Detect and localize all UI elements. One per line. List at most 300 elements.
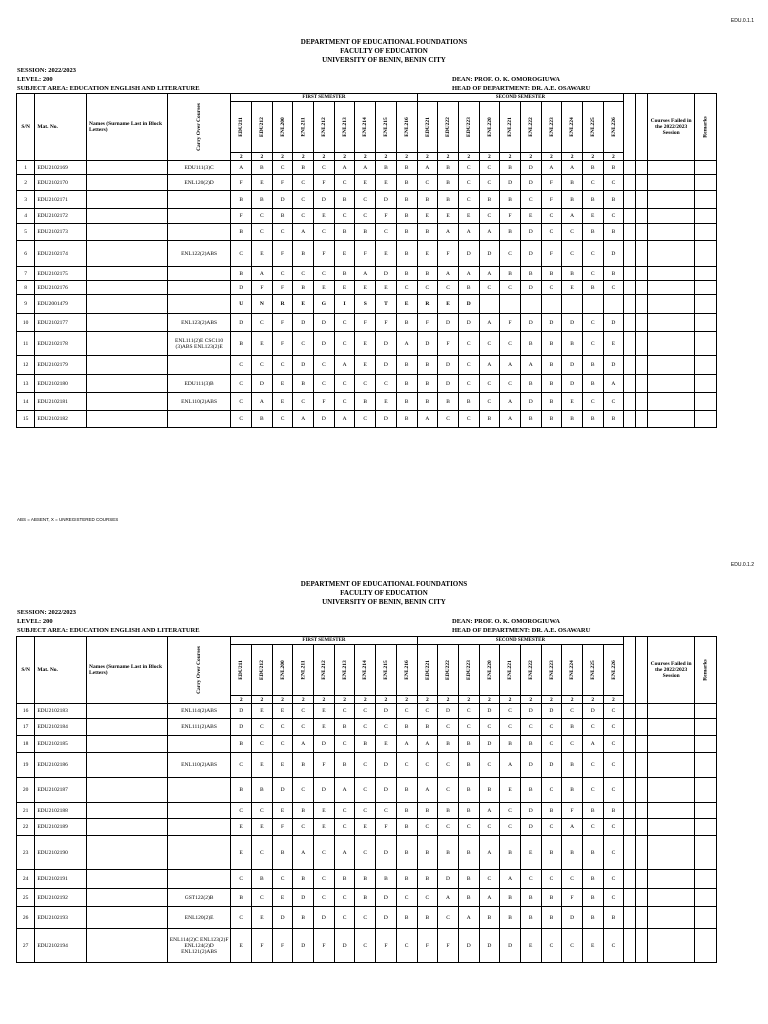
- course-code: EDU212: [258, 117, 265, 137]
- course-code-header: [252, 645, 273, 696]
- remarks: [695, 889, 717, 907]
- grade-cell: E: [417, 209, 438, 224]
- grade-cell: B: [396, 191, 417, 209]
- grade-cell: B: [603, 224, 624, 241]
- course-code: EDU223: [465, 660, 472, 680]
- grade-cell: A: [396, 736, 417, 753]
- grade-cell: C: [272, 411, 293, 428]
- remarks: [695, 819, 717, 836]
- grade-cell: D: [458, 241, 479, 267]
- course-code: ENL215: [382, 660, 389, 680]
- grade-cell: B: [562, 332, 583, 356]
- grade-cell: C: [252, 314, 273, 332]
- grade-cell: E: [458, 209, 479, 224]
- grade-cell: C: [458, 175, 479, 191]
- course-code-header: [438, 645, 459, 696]
- grade-cell: C: [293, 704, 314, 719]
- grade-cell: C: [293, 778, 314, 803]
- grade-cell: C: [334, 314, 355, 332]
- grade-cell: C: [314, 356, 335, 375]
- grade-cell: C: [582, 332, 603, 356]
- grade-cell: F: [376, 819, 397, 836]
- grade-cell: F: [417, 314, 438, 332]
- grade-cell: D: [541, 704, 562, 719]
- student-name: [87, 375, 168, 393]
- grade-cell: F: [231, 175, 252, 191]
- credit-unit: 2: [376, 153, 397, 161]
- grade-cell: D: [272, 778, 293, 803]
- total-credits-failed: [636, 332, 648, 356]
- grade-cell: B: [252, 191, 273, 209]
- grade-cell: B: [582, 870, 603, 889]
- grade-cell: C: [355, 209, 376, 224]
- total-credit-earned: [624, 929, 636, 963]
- grade-cell: B: [231, 267, 252, 281]
- course-code: ENL211: [300, 117, 307, 137]
- carry-over-courses: [167, 267, 231, 281]
- grade-cell: B: [396, 161, 417, 175]
- grade-cell: B: [396, 411, 417, 428]
- serial-number: 11: [17, 332, 35, 356]
- grade-cell: C: [562, 870, 583, 889]
- total-credit-earned: [624, 736, 636, 753]
- grade-cell: C: [603, 736, 624, 753]
- total-credit-earned: [624, 889, 636, 907]
- grade-cell: C: [541, 736, 562, 753]
- grade-cell: B: [458, 889, 479, 907]
- table-row: [17, 241, 717, 267]
- matric-number: EDU2102172: [35, 209, 87, 224]
- grade-cell: A: [479, 356, 500, 375]
- grade-cell: A: [520, 356, 541, 375]
- credit-unit: 2: [334, 153, 355, 161]
- serial-number: 6: [17, 241, 35, 267]
- grade-cell: B: [293, 375, 314, 393]
- matric-number: EDU2102176: [35, 281, 87, 295]
- grade-cell: C: [417, 281, 438, 295]
- remarks: [695, 281, 717, 295]
- credit-unit: 2: [314, 696, 335, 704]
- carry-over-courses: EDU111(3)C: [167, 161, 231, 175]
- grade-cell: D: [376, 191, 397, 209]
- courses-failed: [647, 778, 694, 803]
- courses-failed-header: Courses Failed in the 2022/2023 Session: [647, 637, 694, 704]
- grade-cell: D: [376, 836, 397, 870]
- grade-cell: C: [479, 719, 500, 736]
- grade-cell: C: [603, 719, 624, 736]
- grade-cell: E: [252, 332, 273, 356]
- grade-cell: [500, 295, 521, 314]
- grade-cell: B: [500, 907, 521, 929]
- grade-cell: B: [293, 753, 314, 778]
- credit-unit: 2: [438, 153, 459, 161]
- carry-over-courses: [167, 870, 231, 889]
- grade-cell: A: [438, 889, 459, 907]
- table-row: [17, 356, 717, 375]
- student-name: [87, 803, 168, 819]
- total-credit-earned: [624, 753, 636, 778]
- table-row: [17, 704, 717, 719]
- total-credits-failed: [636, 375, 648, 393]
- course-code-header: [417, 102, 438, 153]
- grade-cell: D: [520, 175, 541, 191]
- course-code-header: [417, 645, 438, 696]
- grade-cell: C: [479, 209, 500, 224]
- grade-cell: C: [458, 356, 479, 375]
- grade-cell: C: [355, 375, 376, 393]
- grade-cell: A: [479, 803, 500, 819]
- grade-cell: B: [520, 778, 541, 803]
- grade-cell: A: [252, 393, 273, 411]
- student-name: [87, 870, 168, 889]
- course-code-header: [334, 102, 355, 153]
- carry-over-courses: [167, 803, 231, 819]
- grade-cell: C: [541, 224, 562, 241]
- grade-cell: C: [500, 241, 521, 267]
- grade-cell: B: [582, 889, 603, 907]
- grade-cell: C: [562, 736, 583, 753]
- grade-cell: B: [293, 281, 314, 295]
- remarks: [695, 719, 717, 736]
- table-row: [17, 778, 717, 803]
- grade-cell: C: [582, 819, 603, 836]
- page-code: EDU.0.1.1: [730, 18, 754, 24]
- grade-cell: C: [479, 175, 500, 191]
- grade-cell: A: [479, 836, 500, 870]
- serial-number: 26: [17, 907, 35, 929]
- grade-cell: C: [231, 870, 252, 889]
- grade-cell: B: [396, 356, 417, 375]
- grade-cell: C: [479, 753, 500, 778]
- grade-cell: D: [562, 907, 583, 929]
- faculty-title: FACULTY OF EDUCATION: [340, 47, 428, 55]
- course-code-header: [252, 102, 273, 153]
- grade-cell: B: [438, 736, 459, 753]
- grade-cell: B: [582, 191, 603, 209]
- grade-cell: D: [458, 314, 479, 332]
- grade-cell: B: [438, 836, 459, 870]
- level-label: LEVEL: 200: [17, 76, 53, 83]
- grade-cell: C: [272, 161, 293, 175]
- credit-unit: 2: [231, 696, 252, 704]
- grade-cell: C: [334, 803, 355, 819]
- total-credit-earned: [624, 295, 636, 314]
- table-row: [17, 411, 717, 428]
- grade-cell: B: [541, 411, 562, 428]
- grade-cell: E: [355, 175, 376, 191]
- grade-cell: E: [520, 836, 541, 870]
- course-code-header: [314, 645, 335, 696]
- grade-cell: D: [376, 778, 397, 803]
- matric-number: EDU2001479: [35, 295, 87, 314]
- courses-failed: [647, 281, 694, 295]
- grade-cell: F: [272, 819, 293, 836]
- remarks: [695, 836, 717, 870]
- grade-cell: B: [541, 803, 562, 819]
- courses-failed: [647, 241, 694, 267]
- grade-cell: B: [272, 209, 293, 224]
- grade-cell: E: [272, 803, 293, 819]
- total-credit-earned: [624, 803, 636, 819]
- grade-cell: A: [355, 161, 376, 175]
- grade-cell: F: [272, 175, 293, 191]
- grade-cell: D: [603, 241, 624, 267]
- grade-cell: B: [396, 375, 417, 393]
- grade-cell: C: [376, 224, 397, 241]
- course-code: ENL211: [300, 660, 307, 680]
- serial-number: 18: [17, 736, 35, 753]
- carry-over-courses: [167, 356, 231, 375]
- grade-cell: E: [272, 704, 293, 719]
- legend-note: ABS = ABSENT, X = UNREGISTERED COURSES: [17, 517, 119, 522]
- grade-cell: E: [520, 209, 541, 224]
- carry-over-courses: [167, 736, 231, 753]
- student-name: [87, 175, 168, 191]
- grade-cell: C: [376, 375, 397, 393]
- grade-cell: E: [438, 209, 459, 224]
- serial-number: 21: [17, 803, 35, 819]
- course-code-header: [438, 102, 459, 153]
- remarks: [695, 736, 717, 753]
- grade-cell: C: [582, 719, 603, 736]
- course-code-header: [376, 102, 397, 153]
- matric-number: EDU2102182: [35, 411, 87, 428]
- grade-cell: B: [562, 411, 583, 428]
- grade-cell: B: [458, 393, 479, 411]
- grade-cell: B: [603, 267, 624, 281]
- courses-failed: [647, 753, 694, 778]
- matric-number: EDU2102175: [35, 267, 87, 281]
- matric-number: EDU2102187: [35, 778, 87, 803]
- second-semester-header: SECOND SEMESTER: [417, 94, 624, 102]
- grade-cell: B: [231, 889, 252, 907]
- grade-cell: C: [272, 736, 293, 753]
- course-code: ENL223: [548, 660, 555, 680]
- grade-cell: D: [520, 241, 541, 267]
- credit-unit: 2: [396, 153, 417, 161]
- grade-cell: B: [417, 375, 438, 393]
- student-name: [87, 332, 168, 356]
- grade-cell: C: [396, 753, 417, 778]
- total-credits-failed: [636, 836, 648, 870]
- grade-cell: D: [376, 267, 397, 281]
- grade-cell: F: [376, 209, 397, 224]
- grade-cell: E: [314, 704, 335, 719]
- grade-cell: F: [314, 175, 335, 191]
- carry-over-courses: [167, 778, 231, 803]
- grade-cell: D: [272, 191, 293, 209]
- mat-no-header: Mat. No.: [35, 94, 87, 161]
- grade-cell: A: [438, 267, 459, 281]
- grade-cell: B: [438, 393, 459, 411]
- grade-cell: A: [334, 778, 355, 803]
- grade-cell: E: [314, 819, 335, 836]
- course-code-header: [272, 102, 293, 153]
- grade-cell: D: [314, 907, 335, 929]
- course-code: ENL225: [589, 117, 596, 137]
- courses-failed: [647, 191, 694, 209]
- grade-cell: E: [376, 281, 397, 295]
- courses-failed: [647, 836, 694, 870]
- grade-cell: F: [438, 332, 459, 356]
- course-code: ENL226: [610, 117, 617, 137]
- grade-cell: C: [541, 719, 562, 736]
- grade-cell: F: [314, 929, 335, 963]
- student-name: [87, 314, 168, 332]
- course-code-header: [500, 102, 521, 153]
- grade-cell: B: [520, 332, 541, 356]
- grade-cell: C: [355, 191, 376, 209]
- grade-cell: D: [314, 332, 335, 356]
- grade-cell: E: [272, 753, 293, 778]
- total-credit-earned: [624, 224, 636, 241]
- serial-number: 9: [17, 295, 35, 314]
- grade-cell: B: [293, 241, 314, 267]
- grade-cell: D: [479, 241, 500, 267]
- course-code: ENL214: [362, 660, 369, 680]
- grade-cell: B: [396, 836, 417, 870]
- grade-cell: B: [541, 332, 562, 356]
- course-code-header: [479, 645, 500, 696]
- course-code: ENL221: [507, 660, 514, 680]
- grade-cell: D: [603, 314, 624, 332]
- grade-cell: [520, 295, 541, 314]
- course-code: EDU211: [238, 660, 245, 680]
- grade-cell: C: [355, 803, 376, 819]
- grade-cell: E: [376, 175, 397, 191]
- grade-cell: B: [603, 907, 624, 929]
- grade-cell: A: [603, 375, 624, 393]
- matric-number: EDU2102179: [35, 356, 87, 375]
- grade-cell: D: [520, 161, 541, 175]
- grade-cell: B: [417, 719, 438, 736]
- total-credits-failed: [636, 224, 648, 241]
- student-name: [87, 267, 168, 281]
- grade-cell: A: [355, 267, 376, 281]
- first-semester-header: FIRST SEMESTER: [231, 94, 417, 102]
- credit-unit: 2: [582, 696, 603, 704]
- grade-cell: N: [252, 295, 273, 314]
- grade-cell: B: [396, 241, 417, 267]
- grade-cell: [582, 295, 603, 314]
- credit-unit: 2: [520, 153, 541, 161]
- courses-failed: [647, 161, 694, 175]
- courses-failed: [647, 889, 694, 907]
- remarks: [695, 393, 717, 411]
- grade-cell: F: [500, 314, 521, 332]
- grade-cell: E: [272, 375, 293, 393]
- grade-cell: F: [541, 241, 562, 267]
- table-row: [17, 907, 717, 929]
- total-credits-failed: [636, 753, 648, 778]
- grade-cell: C: [479, 281, 500, 295]
- grade-cell: B: [541, 267, 562, 281]
- grade-cell: B: [355, 736, 376, 753]
- total-credit-earned: [624, 191, 636, 209]
- course-code: ENL224: [569, 117, 576, 137]
- course-code-header: [541, 102, 562, 153]
- credit-unit: 2: [252, 696, 273, 704]
- total-credits-failed: [636, 295, 648, 314]
- grade-cell: C: [458, 719, 479, 736]
- carry-over-courses: ENL110(2)ABS: [167, 753, 231, 778]
- credit-unit: 2: [520, 696, 541, 704]
- grade-cell: U: [231, 295, 252, 314]
- grade-cell: B: [562, 753, 583, 778]
- grade-cell: E: [582, 209, 603, 224]
- grade-cell: C: [562, 224, 583, 241]
- course-code-header: [458, 645, 479, 696]
- grade-cell: C: [355, 778, 376, 803]
- grade-cell: B: [541, 393, 562, 411]
- grade-cell: B: [231, 736, 252, 753]
- level-label: LEVEL: 200: [17, 618, 53, 625]
- grade-cell: C: [541, 819, 562, 836]
- grade-cell: E: [272, 393, 293, 411]
- grade-cell: A: [500, 870, 521, 889]
- matric-number: EDU2102171: [35, 191, 87, 209]
- grade-cell: D: [272, 907, 293, 929]
- course-code: ENL213: [341, 117, 348, 137]
- carry-over-courses: EDU111(3)B: [167, 375, 231, 393]
- courses-failed: [647, 870, 694, 889]
- grade-cell: B: [479, 191, 500, 209]
- grade-cell: B: [582, 375, 603, 393]
- student-name: [87, 241, 168, 267]
- grade-cell: E: [314, 281, 335, 295]
- grade-cell: C: [541, 209, 562, 224]
- serial-number: 7: [17, 267, 35, 281]
- grade-cell: C: [293, 209, 314, 224]
- grade-cell: B: [500, 191, 521, 209]
- course-code-header: [293, 645, 314, 696]
- grade-cell: B: [541, 889, 562, 907]
- total-credit-earned: [624, 375, 636, 393]
- carry-over-header-label: Carry Over Courses: [196, 646, 203, 694]
- carry-over-courses: ENL114(2)ABS: [167, 704, 231, 719]
- grade-cell: D: [376, 753, 397, 778]
- remarks: [695, 778, 717, 803]
- grade-cell: C: [334, 393, 355, 411]
- total-credit-earned: [624, 161, 636, 175]
- grade-cell: C: [603, 836, 624, 870]
- grade-cell: C: [334, 819, 355, 836]
- grade-cell: B: [417, 224, 438, 241]
- grade-cell: C: [396, 704, 417, 719]
- grade-cell: C: [252, 889, 273, 907]
- credit-unit: 2: [562, 696, 583, 704]
- course-code: EDU211: [238, 117, 245, 137]
- matric-number: EDU2102189: [35, 819, 87, 836]
- remarks: [695, 753, 717, 778]
- grade-cell: C: [562, 929, 583, 963]
- total-credits-failed: [636, 356, 648, 375]
- remarks-header-label: Remarks: [703, 659, 710, 681]
- remarks-header: [695, 637, 717, 704]
- course-code-header: [603, 102, 624, 153]
- course-code-header: [458, 102, 479, 153]
- grade-cell: B: [562, 778, 583, 803]
- grade-cell: C: [582, 753, 603, 778]
- grade-cell: C: [355, 836, 376, 870]
- matric-number: EDU2102185: [35, 736, 87, 753]
- course-code: ENL223: [548, 117, 555, 137]
- student-name: [87, 889, 168, 907]
- grade-cell: A: [252, 267, 273, 281]
- grade-cell: D: [562, 356, 583, 375]
- grade-cell: C: [458, 704, 479, 719]
- grade-cell: B: [562, 267, 583, 281]
